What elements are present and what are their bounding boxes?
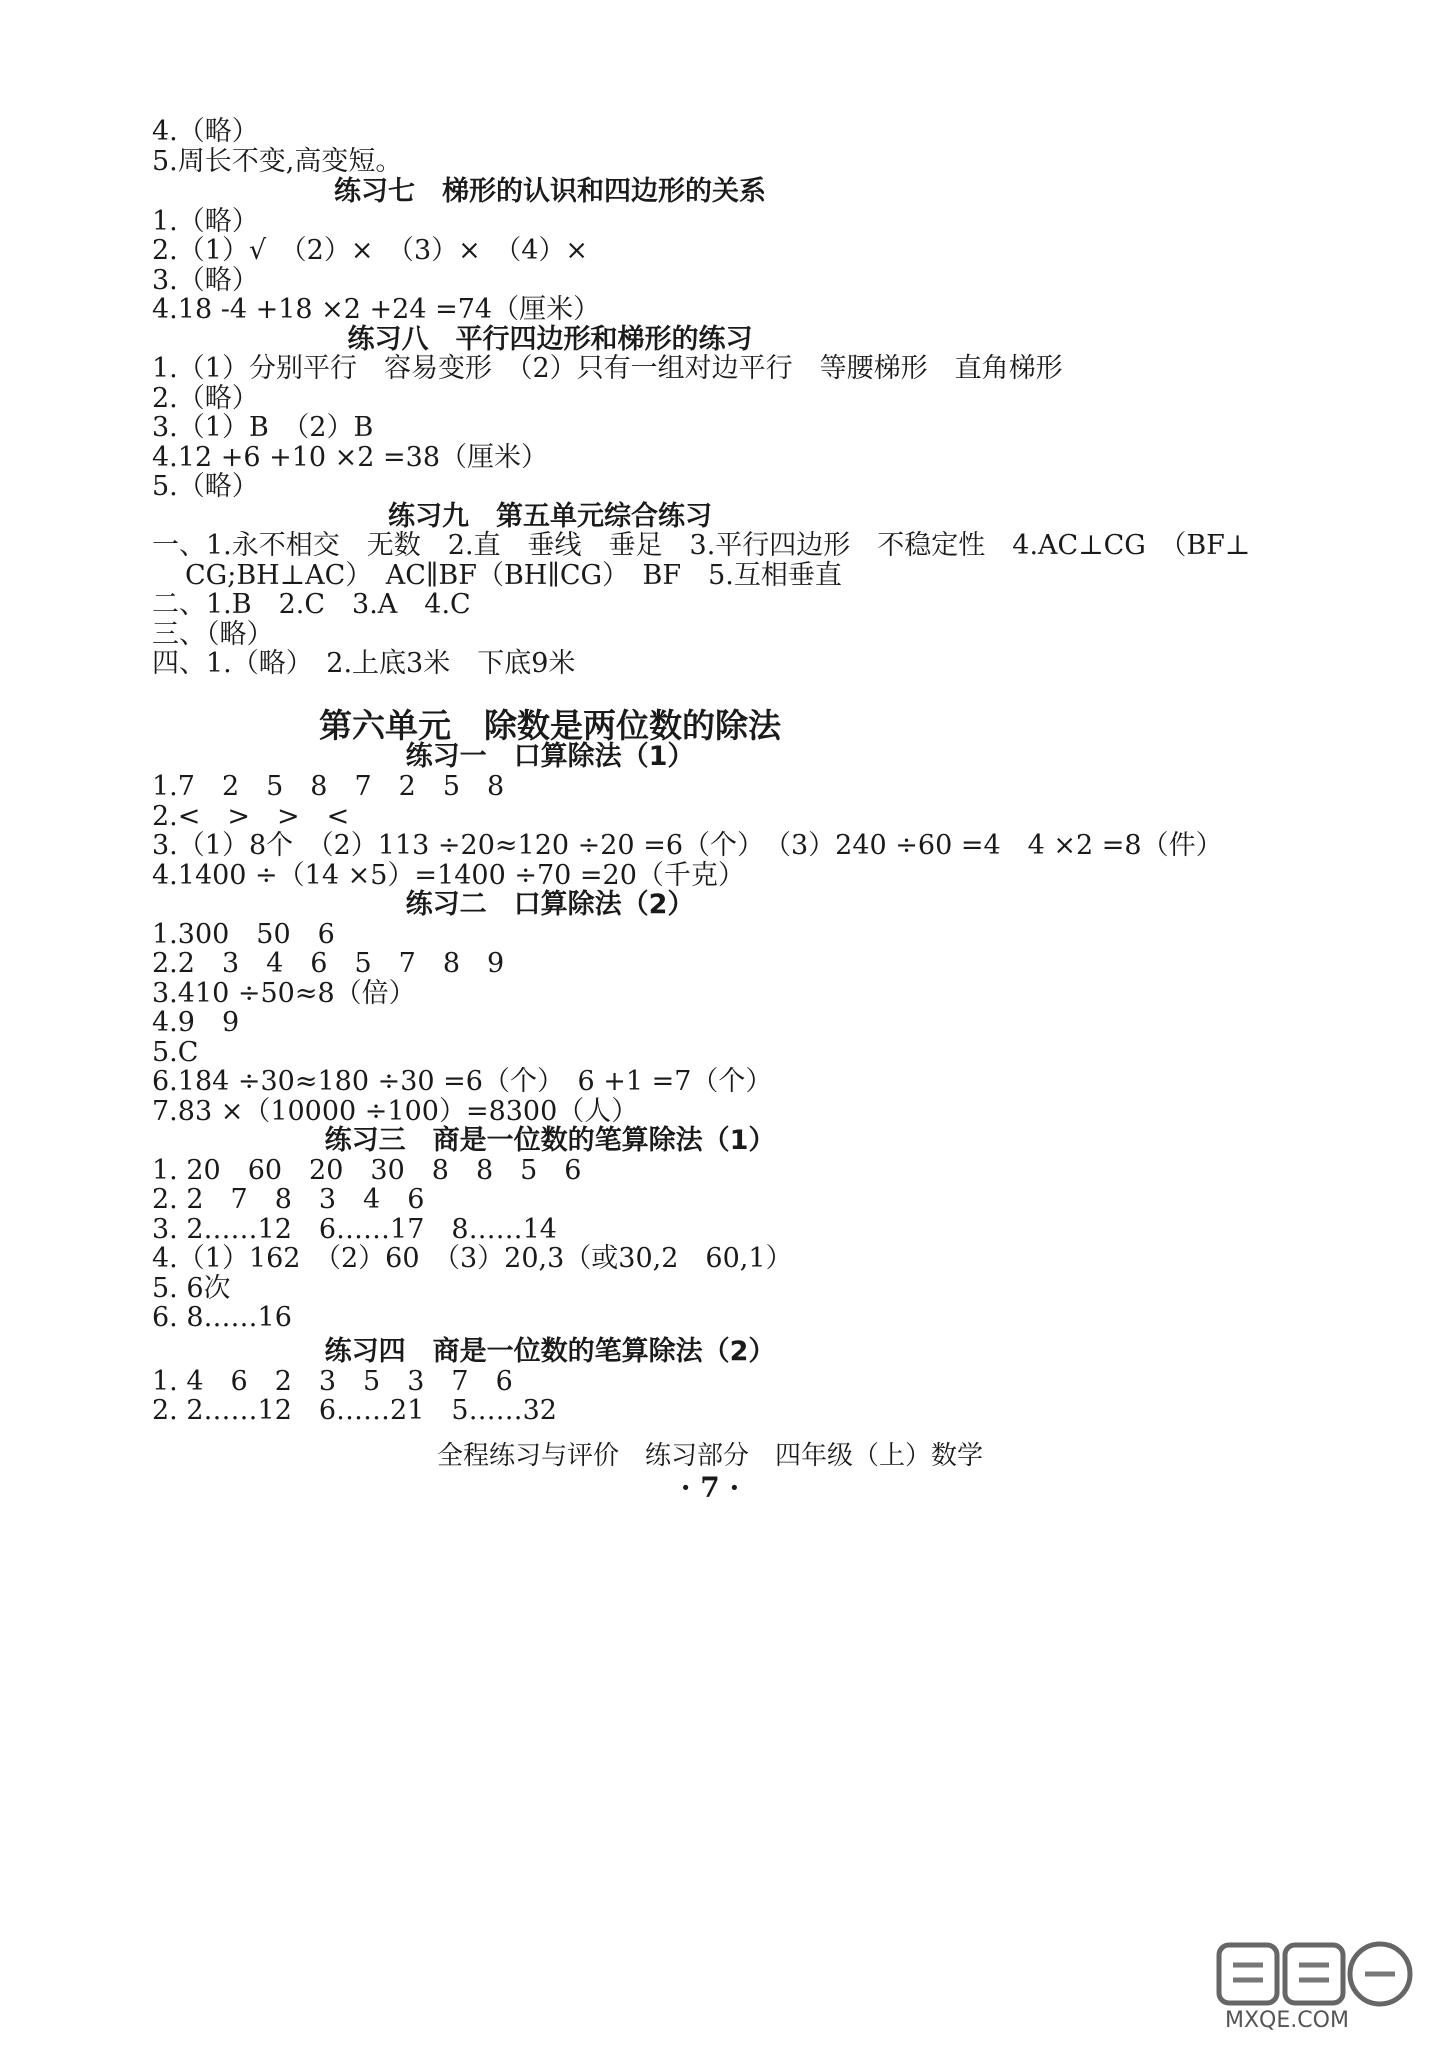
- answer-line: 3.（1）8个 （2）113 ÷20≈120 ÷20 =6（个） （3）240 ÷60 =4 4 ×2 =8（件）: [152, 830, 1223, 861]
- answer-line: 1. 4 6 2 3 5 3 7 6: [152, 1366, 513, 1397]
- answer-line: 4.12 +6 +10 ×2 =38（厘米）: [152, 442, 549, 473]
- answer-line: 2. 2 7 8 3 4 6: [152, 1184, 425, 1215]
- section-heading: 练习九 第五单元综合练习: [388, 501, 712, 532]
- footer-book-title: 全程练习与评价 练习部分 四年级（上）数学: [436, 1441, 983, 1471]
- answer-line: 一、1.永不相交 无数 2.直 垂线 垂足 3.平行四边形 不稳定性 4.AC⊥CG （BF⊥: [152, 530, 1251, 561]
- answer-line: CG;BH⊥AC） AC∥BF（BH∥CG） BF 5.互相垂直: [185, 560, 842, 591]
- answer-line: 1.7 2 5 8 7 2 5 8: [152, 771, 505, 802]
- answer-line: 2.< > > <: [152, 801, 350, 832]
- answer-line: 6. 8……16: [152, 1302, 292, 1333]
- answer-line: 4.（1）162 （2）60 （3）20,3（或30,2 60,1）: [152, 1243, 793, 1274]
- page-number: · 7 ·: [680, 1471, 740, 1504]
- answer-line: 2. 2……12 6……21 5……32: [152, 1395, 557, 1426]
- section-heading: 练习三 商是一位数的笔算除法（1）: [324, 1125, 776, 1156]
- answer-line: 7.83 ×（10000 ÷100）=8300（人）: [152, 1096, 639, 1127]
- section-heading: 练习二 口算除法（2）: [405, 889, 695, 920]
- section-heading: 练习八 平行四边形和梯形的练习: [347, 324, 753, 355]
- answer-line: 4.9 9: [152, 1007, 240, 1038]
- answer-line: 1.（1）分别平行 容易变形 （2）只有一组对边平行 等腰梯形 直角梯形: [152, 353, 1063, 384]
- answer-line: 4.18 -4 +18 ×2 +24 =74（厘米）: [152, 294, 601, 325]
- answer-line: 6.184 ÷30≈180 ÷30 =6（个） 6 +1 =7（个）: [152, 1066, 773, 1097]
- answer-line: 二、1.B 2.C 3.A 4.C: [152, 589, 471, 620]
- answer-line: 5. 6次: [152, 1273, 231, 1304]
- answer-line: 1.300 50 6: [152, 919, 335, 950]
- section-heading: 练习七 梯形的认识和四边形的关系: [334, 176, 766, 207]
- answer-line: 1.（略）: [152, 206, 259, 237]
- section-heading: 练习一 口算除法（1）: [405, 741, 695, 772]
- answer-line: 四、1.（略） 2.上底3米 下底9米: [152, 648, 576, 679]
- answer-line: 4.1400 ÷（14 ×5）=1400 ÷70 =20（千克）: [152, 860, 745, 891]
- answer-line: 2.（略）: [152, 383, 259, 414]
- answer-line: 5.周长不变,高变短。: [152, 146, 403, 177]
- watermark-text: MXQE.COM: [1225, 2008, 1349, 2033]
- answer-line: 3. 2……12 6……17 8……14: [152, 1214, 557, 1245]
- answer-line: 1. 20 60 20 30 8 8 5 6: [152, 1155, 582, 1186]
- answer-line: 3.410 ÷50≈8（倍）: [152, 978, 416, 1009]
- answer-line: 5.（略）: [152, 471, 259, 502]
- answer-line: 2.（1）√ （2）× （3）× （4）×: [152, 235, 589, 266]
- answer-line: 三、（略）: [152, 619, 274, 650]
- answer-line: 3.（略）: [152, 265, 259, 296]
- answer-line: 4.（略）: [152, 116, 259, 147]
- section-heading: 练习四 商是一位数的笔算除法（2）: [324, 1336, 776, 1367]
- answer-line: 3.（1）B （2）B: [152, 412, 374, 443]
- unit-title: 第六单元 除数是两位数的除法: [319, 706, 781, 745]
- answer-line: 5.C: [152, 1037, 199, 1068]
- answer-line: 2.2 3 4 6 5 7 8 9: [152, 948, 505, 979]
